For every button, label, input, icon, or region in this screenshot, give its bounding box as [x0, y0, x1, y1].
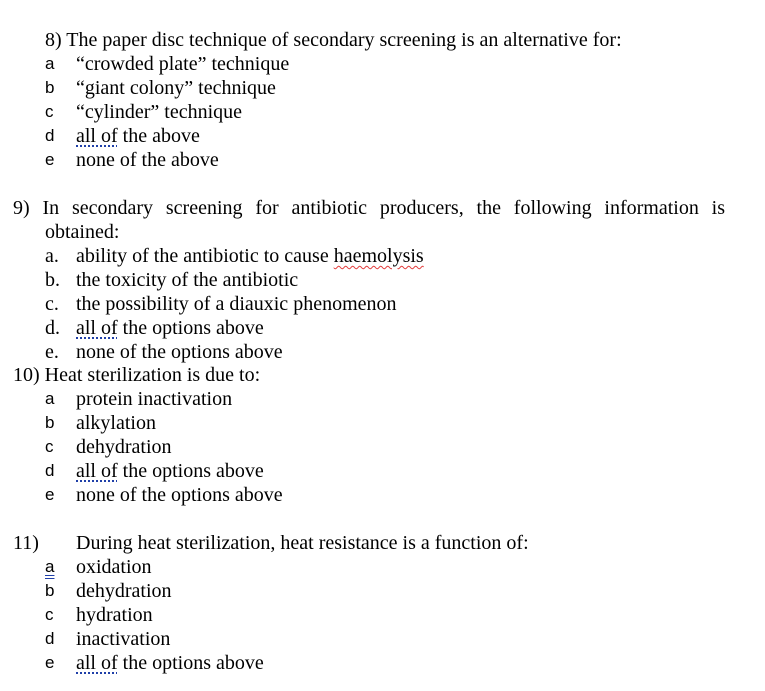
grammar-underline: all of: [76, 652, 118, 674]
q8-option-d-rest: the above: [117, 125, 200, 147]
q11-option-d-letter: d: [45, 629, 55, 648]
q9-option-a-main: ability of the antibiotic to cause: [76, 245, 334, 267]
q10-option-a-letter: a: [45, 389, 55, 408]
q11-option-b-text: dehydration: [76, 580, 172, 602]
question-11-number: 11): [13, 532, 39, 554]
q8-option-e-letter: e: [45, 150, 55, 169]
q11-option-e-rest: the options above: [117, 652, 264, 674]
q11-option-c-text: hydration: [76, 604, 153, 626]
q11-option-d-text: inactivation: [76, 628, 171, 650]
q11-option-c-letter: c: [45, 605, 54, 624]
q10-option-d-rest: the options above: [117, 460, 264, 482]
question-9-title: [13, 196, 725, 244]
spelling-underline: haemolysis: [333, 245, 424, 267]
question-11-title: During heat sterilization, heat resistance is a function of:: [76, 532, 529, 554]
q9-option-c-text: the possibility of a diauxic phenomenon: [76, 293, 397, 315]
q11-option-a-text: oxidation: [76, 556, 152, 578]
q8-option-a-letter: a: [45, 54, 55, 73]
grammar-underline: all of: [76, 460, 118, 482]
q9-option-b-text: the toxicity of the antibiotic: [76, 269, 299, 291]
q9-option-e-letter: e.: [45, 341, 59, 363]
q10-option-d-text: [76, 459, 264, 483]
q11-option-e-letter: e: [45, 653, 55, 672]
q10-option-e-letter: e: [45, 485, 55, 504]
q11-option-e-text: [76, 651, 264, 675]
q9-option-c-letter: c.: [45, 293, 59, 315]
q8-option-a-text: “crowded plate” technique: [76, 53, 290, 75]
q9-option-a-letter: a.: [45, 245, 59, 267]
question-10-title: 10) Heat sterilization is due to:: [13, 364, 261, 386]
q10-option-d-letter: d: [45, 461, 55, 480]
q10-option-e-text: none of the options above: [76, 484, 283, 506]
q8-option-b-text: “giant colony” technique: [76, 77, 276, 99]
q10-option-b-letter: b: [45, 413, 55, 432]
q11-option-a-letter: a: [45, 557, 55, 576]
q10-option-a-text: protein inactivation: [76, 388, 233, 410]
q9-option-d-rest: the options above: [117, 317, 264, 339]
q10-option-b-text: alkylation: [76, 412, 156, 434]
q8-option-c-letter: c: [45, 102, 54, 121]
q8-option-e-text: none of the above: [76, 149, 219, 171]
grammar-underline: all of: [76, 317, 118, 339]
question-8-title: 8) The paper disc technique of secondary screening is an alternative for:: [45, 29, 622, 51]
q8-option-d-text: [76, 124, 200, 148]
grammar-underline: all of: [76, 125, 118, 147]
q9-option-e-text: none of the options above: [76, 341, 283, 363]
q9-option-a-text: [76, 244, 424, 268]
q9-option-d-text: [76, 316, 264, 340]
q9-option-d-letter: d.: [45, 317, 60, 339]
q11-option-b-letter: b: [45, 581, 55, 600]
q8-option-d-letter: d: [45, 126, 55, 145]
q8-option-c-text: “cylinder” technique: [76, 101, 243, 123]
q9-option-b-letter: b.: [45, 269, 60, 291]
q9-title-text: 9) In secondary screening for antibiotic producers, the following information is obtained:: [13, 197, 725, 243]
q10-option-c-text: dehydration: [76, 436, 172, 458]
q8-option-b-letter: b: [45, 78, 55, 97]
q10-option-c-letter: c: [45, 437, 54, 456]
